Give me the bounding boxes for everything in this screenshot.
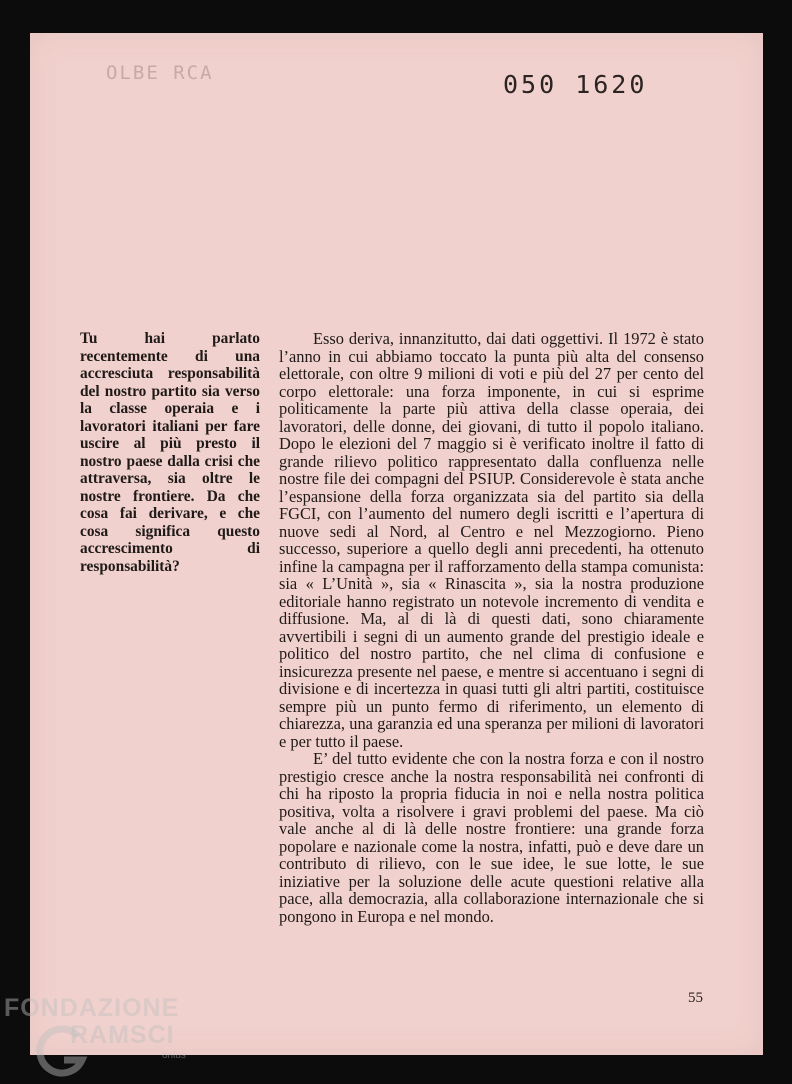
watermark-line-3: onlus xyxy=(162,1050,186,1061)
watermark-line-1: FONDAZIONE xyxy=(4,994,180,1022)
answer-paragraph-2: E’ del tutto evidente che con la nostra forza e con il nostro prestigio cresce anche la nostra responsabilità nei confronti di chi ha riposto la propria fiducia in noi e nella nostra politica positiva, volta a risolvere i gravi problemi del paese. Ma ciò vale anche al di là delle nostre frontiere: una grande forza popolare e nazionale come la nostra, infatti, può e deve dare un contributo di rilievo, con le sue idee, le sue lotte, le sue iniziative per la soluzione delle acute questioni relative alla pace, alla democrazia, alla collaborazione internazionale che si pongono in Europa e nel mondo. xyxy=(279,749,704,926)
gramsci-logo-icon xyxy=(34,1024,94,1084)
watermark-line-2: RAMSCI xyxy=(70,1021,175,1049)
interview-question: Tu hai parlato recentemente di una accresciuta responsabilità del nostro partito sia verso la classe operaia e i lavoratori italiani per fare uscire al più presto il nostro paese dalla crisi che attraversa, sia oltre le nostre frontiere. Da che cosa fai derivare, e che cosa significa questo accrescimento di responsabilità? xyxy=(80,330,260,575)
page-number: 55 xyxy=(688,990,703,1006)
answer-paragraph-1: Esso deriva, innanzitutto, dai dati oggettivi. Il 1972 è stato l’anno in cui abbiamo toccato la punta più alta del consenso elettorale, con oltre 9 milioni di voti e più del 27 per cento del corpo elettorale: una forza imponente, in cui si esprime politicamente la parte più attiva della classe operaia, dei lavoratori, delle donne, dei giovani, di tutto il popolo italiano. Dopo le elezioni del 7 maggio si è verificato inoltre il fatto di grande rilievo politico rappresentato dalla confluenza nelle nostre file dei compagni del PSIUP. Considerevole è stata anche l’espansione della forza organizzata sia del partito sia della FGCI, con l’aumento del numero degli iscritti e l’apertura di nuove sedi al Nord, al Centro e nel Mezzogiorno. Pieno successo, superiore a quello degli anni precedenti, ha ottenuto infine la campagna per il rafforzamento della stampa comunista: sia « L’Unità », sia « Rinascita », sia la nostra produzione editoriale hanno registrato un notevole incremento di vendita e diffusione. Ma, al di là di questi dati, sono chiaramente avvertibili i segni di un aumento grande del prestigio ideale e politico del nostro partito, che nel clima di confusione e insicurezza presente nel paese, e mentre si accentuano i segni di divisione e di incertezza in quasi tutti gli altri partiti, costituisce sempre più un punto fermo di riferimento, un elemento di chiarezza, una garanzia ed una speranza per milioni di lavoratori e per tutto il paese. xyxy=(279,329,704,751)
fondazione-gramsci-watermark xyxy=(4,994,186,1061)
archive-number: 050 1620 xyxy=(503,70,648,99)
interview-answer xyxy=(279,330,704,925)
faint-stamp: OLBE RCA xyxy=(106,62,214,84)
